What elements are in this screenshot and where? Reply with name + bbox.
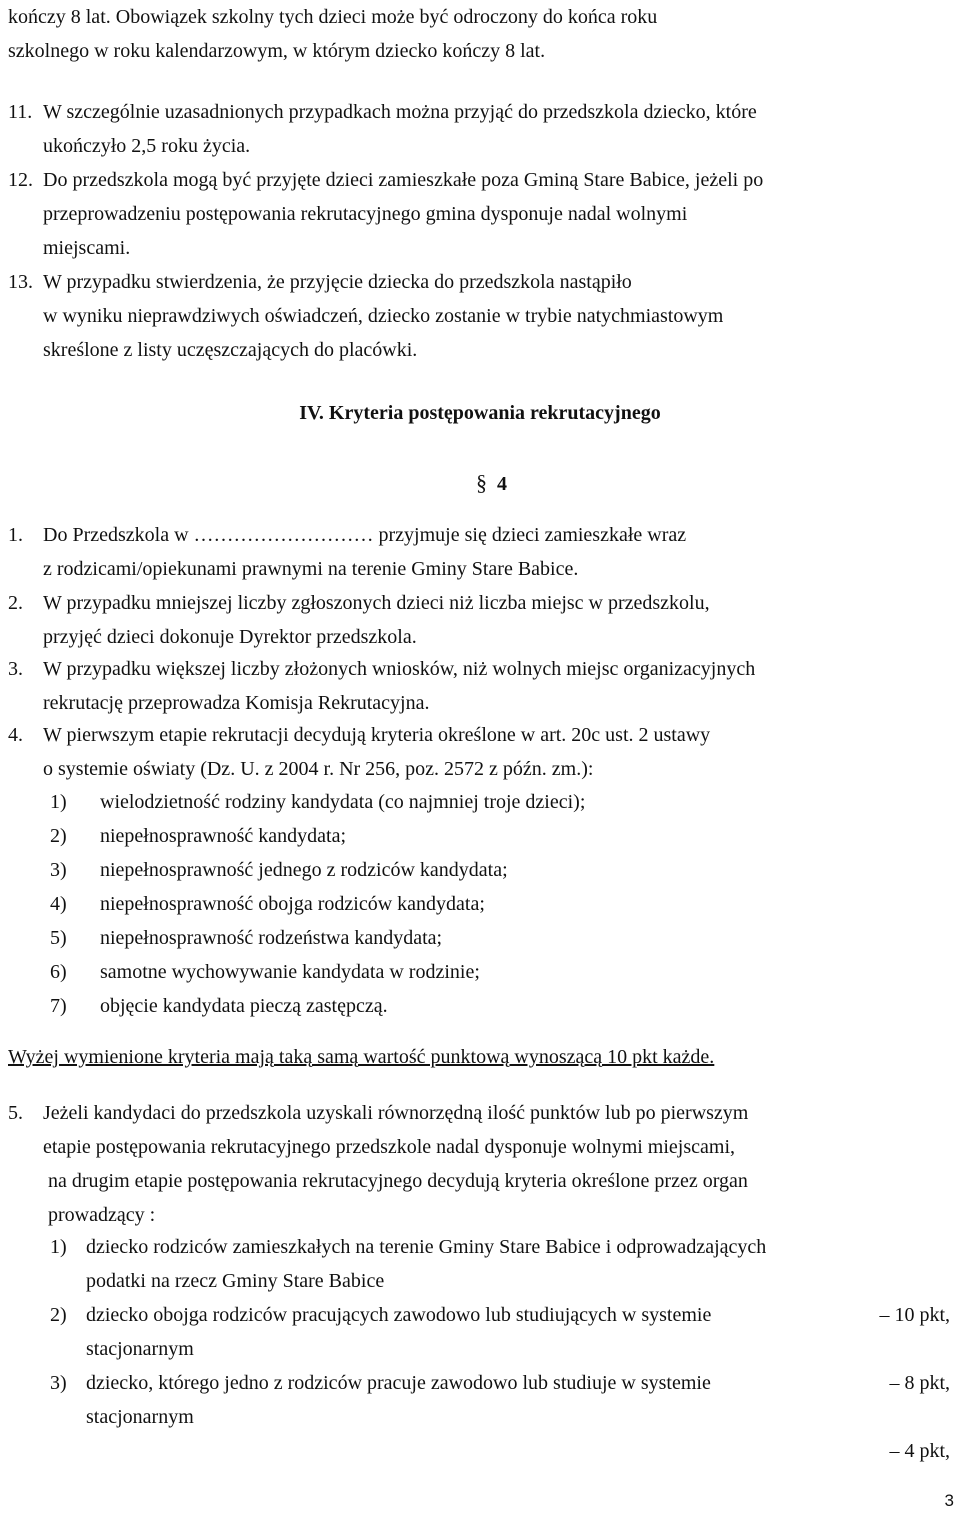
text-line: kończy 8 lat. Obowiązek szkolny tych dzieci może być odroczony do końca roku xyxy=(8,6,658,28)
paragraph-sign xyxy=(476,466,507,501)
text-line: w wyniku nieprawdziwych oświadczeń, dziecko zostanie w trybie natychmiastowym xyxy=(43,305,724,327)
item-13 xyxy=(8,265,952,367)
criterion-points: – 8 pkt, xyxy=(889,1372,950,1394)
underlined-note: Wyżej wymienione kryteria mają taką samą wartość punktową wynoszącą 10 pkt każde. xyxy=(8,1046,715,1068)
text-line: Do Przedszkola w ……………………… przyjmuje się dzieci zamieszkałe wraz xyxy=(43,524,687,546)
text-line: etapie postępowania rekrutacyjnego przedszkole nadal dysponuje wolnymi miejscami, xyxy=(43,1136,736,1158)
list-item xyxy=(8,921,952,955)
section-heading: IV. Kryteria postępowania rekrutacyjnego xyxy=(299,402,661,424)
list-item xyxy=(8,887,952,921)
criterion-number: 1) xyxy=(50,791,67,813)
criterion-text: niepełnosprawność kandydata; xyxy=(100,825,347,847)
criterion-text: dziecko rodziców zamieszkałych na terenie Gminy Stare Babice i odprowadzających xyxy=(86,1236,767,1258)
item-number: 4. xyxy=(8,724,23,746)
list-item xyxy=(8,785,952,819)
criterion-points: – 10 pkt, xyxy=(879,1304,950,1326)
item-1 xyxy=(8,518,952,586)
criterion-text: niepełnosprawność obojga rodziców kandydata; xyxy=(100,893,485,915)
item-number: 11. xyxy=(8,101,33,123)
list-item xyxy=(8,1298,952,1332)
item-4 xyxy=(8,718,952,786)
criterion-text: niepełnosprawność jednego z rodziców kandydata; xyxy=(100,859,508,881)
criterion-number: 3) xyxy=(50,1372,67,1394)
criterion-text: dziecko obojga rodziców pracujących zawodowo lub studiujących w systemie xyxy=(86,1304,712,1326)
text-line: o systemie oświaty (Dz. U. z 2004 r. Nr 256, poz. 2572 z późn. zm.): xyxy=(43,758,594,780)
section-sign: § xyxy=(476,470,487,495)
text-line: W przypadku stwierdzenia, że przyjęcie dziecka do przedszkola nastąpiło xyxy=(43,271,632,293)
item-5 xyxy=(8,1096,952,1232)
text-line: szkolnego w roku kalendarzowym, w którym dziecko kończy 8 lat. xyxy=(8,40,546,62)
item-number: 2. xyxy=(8,592,23,614)
item-3 xyxy=(8,652,952,720)
criterion-number: 5) xyxy=(50,927,67,949)
criterion-text: objęcie kandydata pieczą zastępczą. xyxy=(100,995,388,1017)
criterion-number: 4) xyxy=(50,893,67,915)
text-line: W szczególnie uzasadnionych przypadkach można przyjąć do przedszkola dziecko, które xyxy=(43,101,757,123)
criterion-text: podatki na rzecz Gminy Stare Babice xyxy=(86,1270,385,1292)
criteria-second-list xyxy=(8,1230,952,1462)
item-12 xyxy=(8,163,952,265)
criterion-text: dziecko, którego jedno z rodziców pracuje zawodowo lub studiuje w systemie xyxy=(86,1372,711,1394)
list-item xyxy=(8,955,952,989)
page-number: 3 xyxy=(944,1491,954,1510)
text-line: miejscami. xyxy=(43,237,131,259)
text-line: na drugim etapie postępowania rekrutacyjnego decydują kryteria określone przez organ xyxy=(43,1170,748,1192)
item-number: 13. xyxy=(8,271,33,293)
item-number: 12. xyxy=(8,169,33,191)
text-line: skreślone z listy uczęszczających do placówki. xyxy=(43,339,418,361)
text-line: ukończyło 2,5 roku życia. xyxy=(43,135,251,157)
criterion-text: samotne wychowywanie kandydata w rodzinie; xyxy=(100,961,480,983)
text-line: z rodzicami/opiekunami prawnymi na terenie Gminy Stare Babice. xyxy=(43,558,579,580)
text-line: W przypadku mniejszej liczby zgłoszonych dzieci niż liczba miejsc w przedszkolu, xyxy=(43,592,710,614)
list-item xyxy=(8,1230,952,1264)
list-item-continuation xyxy=(8,1400,952,1462)
criterion-text: stacjonarnym xyxy=(86,1338,194,1360)
text-line: Jeżeli kandydaci do przedszkola uzyskali równorzędną ilość punktów lub po pierwszym xyxy=(43,1102,749,1124)
criterion-number: 6) xyxy=(50,961,67,983)
criterion-number: 2) xyxy=(50,825,67,847)
text-line: prowadzący : xyxy=(43,1204,156,1226)
criterion-text: wielodzietność rodziny kandydata (co najmniej troje dzieci); xyxy=(100,791,586,813)
item-number: 5. xyxy=(8,1102,23,1124)
top-continuation xyxy=(8,0,657,68)
criterion-text: stacjonarnym xyxy=(86,1406,194,1428)
text-line: rekrutację przeprowadza Komisja Rekrutacyjna. xyxy=(43,692,430,714)
paragraph-number: 4 xyxy=(497,473,507,495)
item-2 xyxy=(8,586,952,654)
item-11 xyxy=(8,95,952,163)
list-item xyxy=(8,853,952,887)
item-number: 3. xyxy=(8,658,23,680)
criterion-points: – 4 pkt, xyxy=(889,1440,950,1462)
list-item xyxy=(8,989,952,1023)
text-line: W przypadku większej liczby złożonych wniosków, niż wolnych miejsc organizacyjnych xyxy=(43,658,756,680)
criteria-first-list xyxy=(8,785,952,1023)
text-line: Do przedszkola mogą być przyjęte dzieci zamieszkałe poza Gminą Stare Babice, jeżeli po xyxy=(43,169,764,191)
criterion-number: 2) xyxy=(50,1304,67,1326)
criterion-text: niepełnosprawność rodzeństwa kandydata; xyxy=(100,927,443,949)
text-line: przyjęć dzieci dokonuje Dyrektor przedszkola. xyxy=(43,626,417,648)
list-item xyxy=(8,1366,952,1400)
criterion-number: 1) xyxy=(50,1236,67,1258)
criterion-number: 7) xyxy=(50,995,67,1017)
text-line: W pierwszym etapie rekrutacji decydują kryteria określone w art. 20c ust. 2 ustawy xyxy=(43,724,711,746)
item-number: 1. xyxy=(8,524,23,546)
criterion-number: 3) xyxy=(50,859,67,881)
text-line: przeprowadzeniu postępowania rekrutacyjnego gmina dysponuje nadal wolnymi xyxy=(43,203,688,225)
list-item xyxy=(8,819,952,853)
